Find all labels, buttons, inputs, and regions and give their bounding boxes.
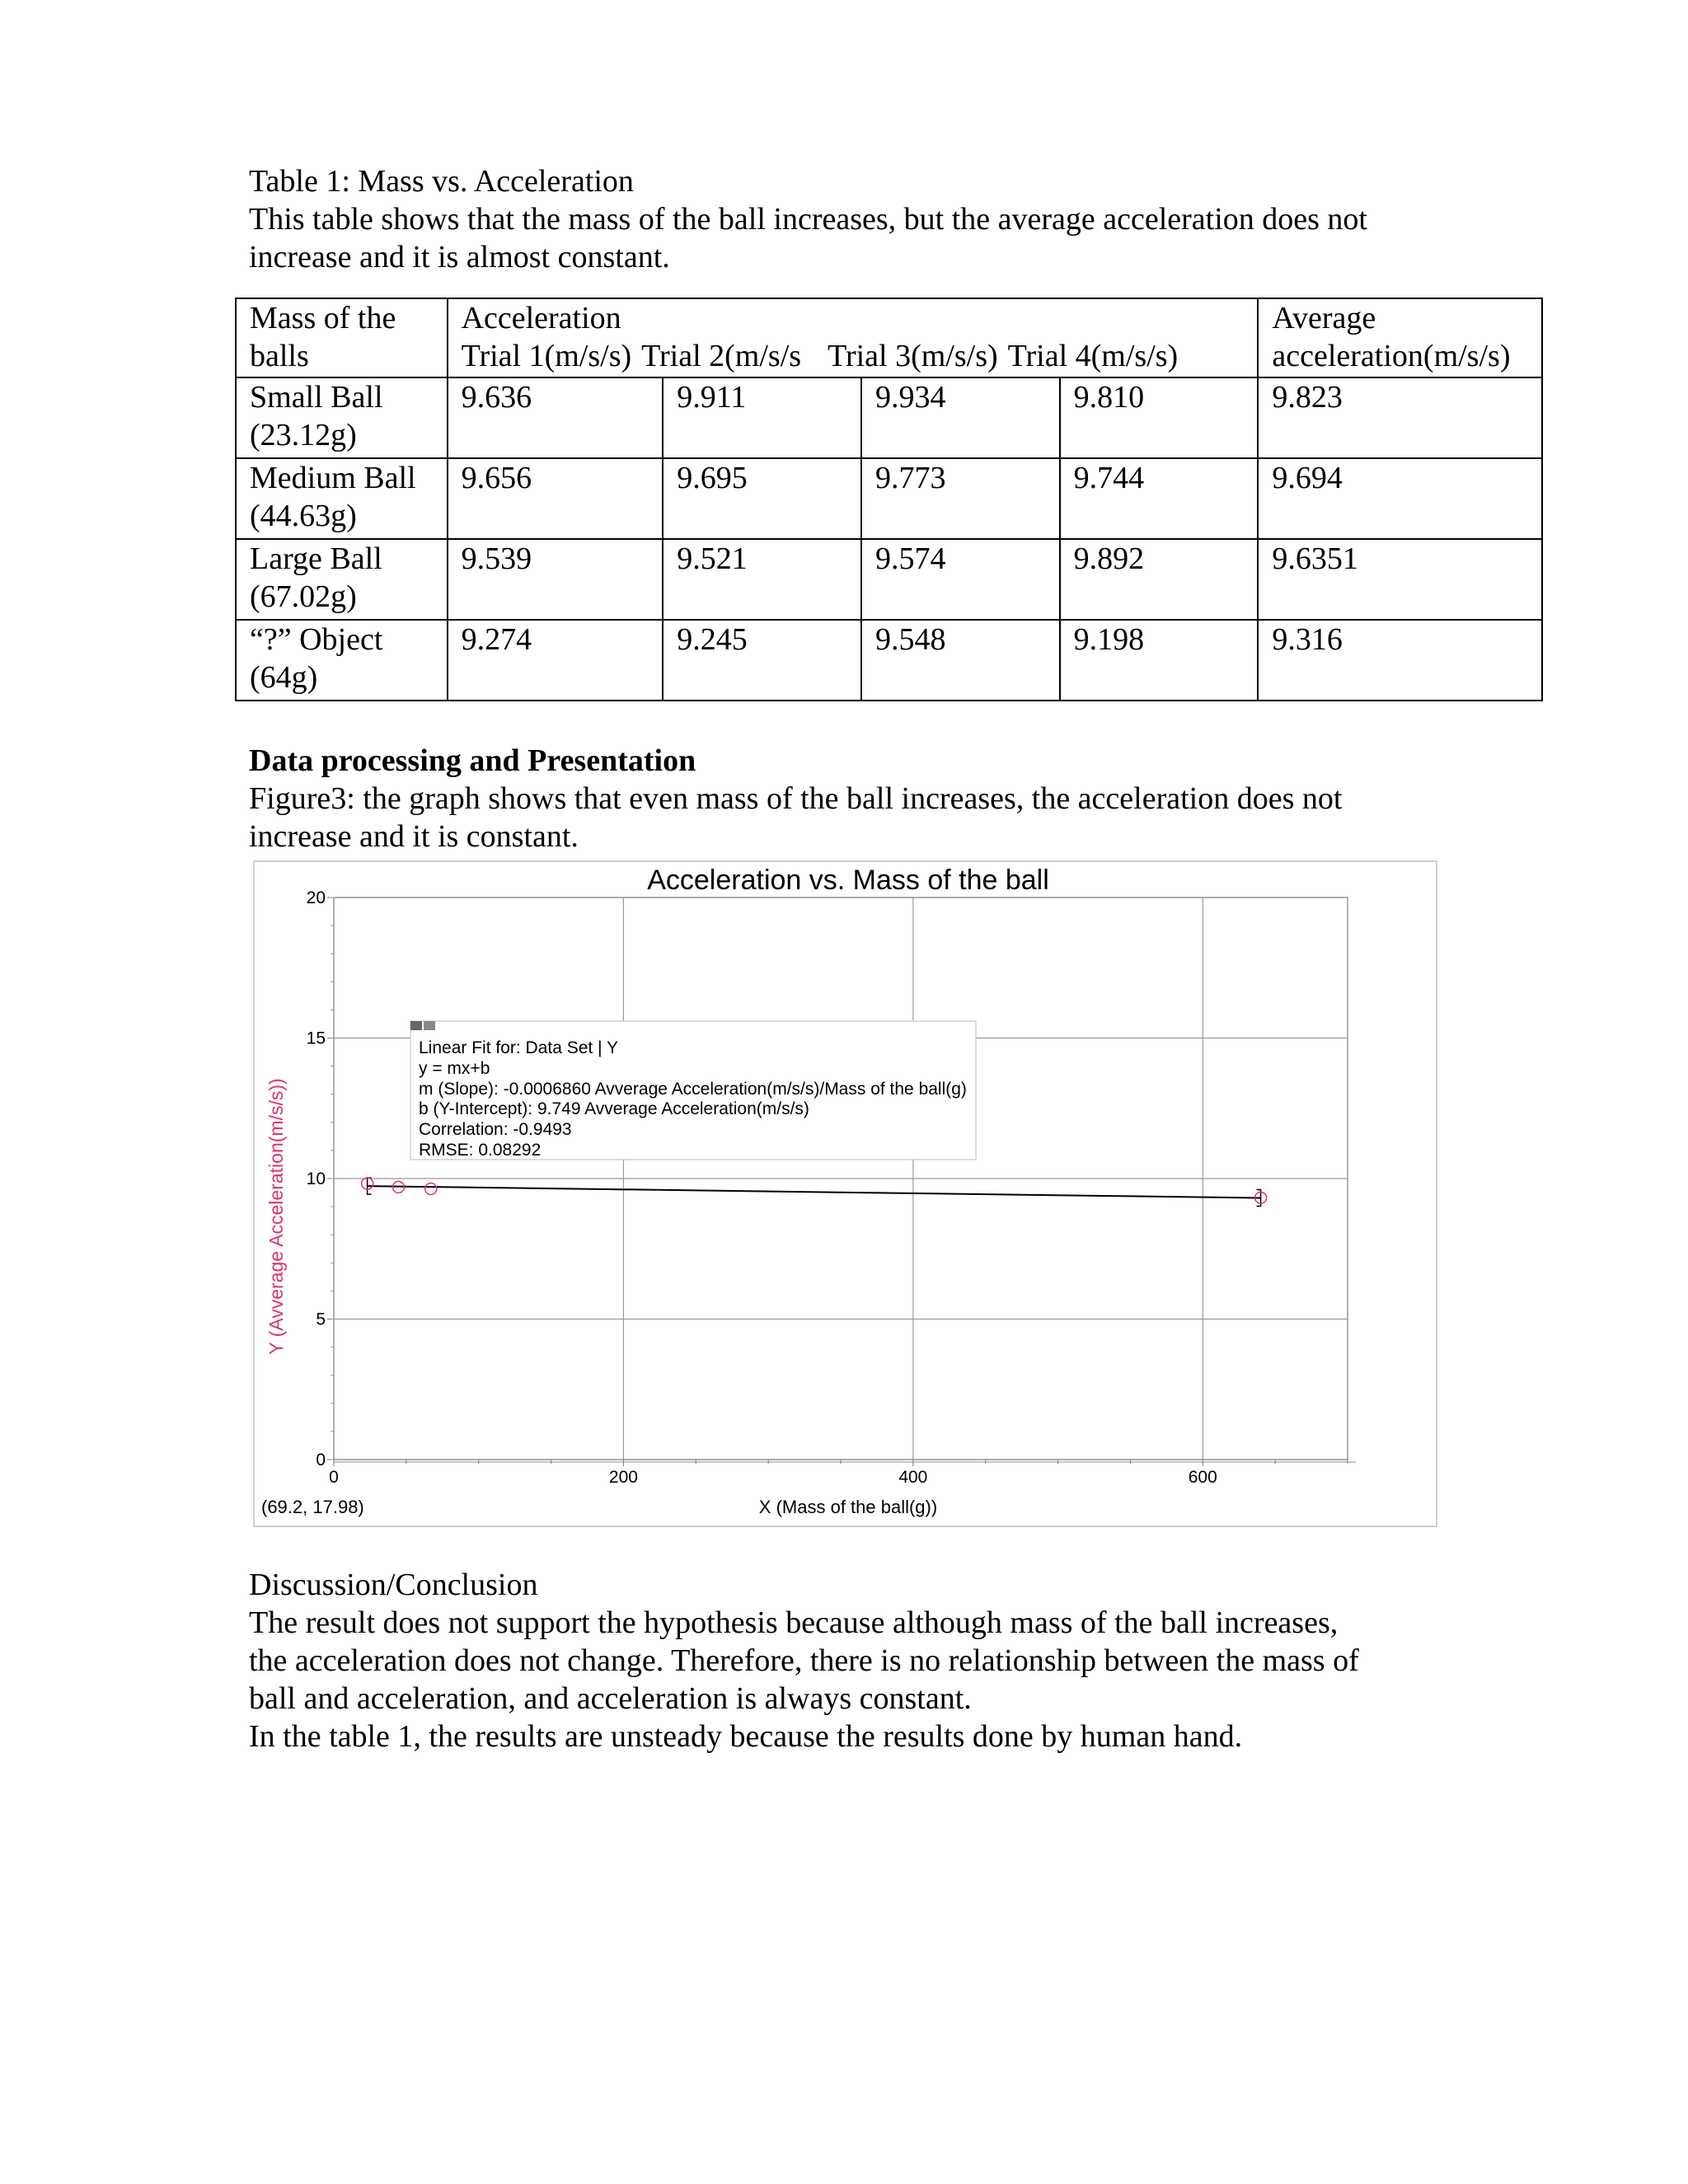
data-points [362,1178,1267,1203]
fit-box-line-3: m (Slope): -0.0006860 Avverage Acceleration(m/s/s)/Mass of the ball(g) [419,1080,967,1099]
figure-caption-line-1: Figure3: the graph shows that even mass of the ball increases, the acceleration does not [249,781,1343,816]
header-trial-4: Trial 4(m/s/s) [1007,339,1179,373]
y-tick-label: 5 [316,1310,326,1329]
row-trial-4: 9.744 [1060,458,1259,539]
row-average: 9.6351 [1258,539,1542,620]
y-tick-label: 20 [306,888,326,907]
y-tick-label: 15 [306,1029,326,1048]
row-trial-3: 9.574 [861,539,1060,620]
row-trial-3: 9.773 [861,458,1060,539]
row-trial-3: 9.548 [861,620,1060,701]
row-average: 9.694 [1258,458,1542,539]
conclusion-line-4: In the table 1, the results are unsteady because the results done by human hand. [249,1719,1243,1754]
conclusion-line-2: the acceleration does not change. Therefore, there is no relationship between the mass of [249,1643,1359,1678]
row-name: “?” Object (64g) [236,620,448,701]
fit-box-close-icon[interactable] [410,1021,422,1030]
table-row [236,539,1542,620]
row-trial-4: 9.810 [1060,377,1259,458]
mass-acceleration-table [235,298,1543,701]
row-name: Large Ball (67.02g) [236,539,448,620]
row-trial-4: 9.892 [1060,539,1259,620]
acceleration-chart [253,860,1437,1527]
row-trial-1: 9.636 [448,377,663,458]
conclusion-line-1: The result does not support the hypothesis because although mass of the ball increases, [249,1605,1339,1640]
data-point [425,1183,437,1194]
table-intro [249,162,1535,276]
fit-box-line-6: RMSE: 0.08292 [419,1141,542,1160]
row-name: Medium Ball (44.63g) [236,458,448,539]
linear-fit [368,1178,1261,1206]
y-tick-label: 10 [306,1169,326,1188]
header-average: Average acceleration(m/s/s) [1258,298,1542,377]
row-trial-4: 9.198 [1060,620,1259,701]
row-trial-2: 9.695 [663,458,861,539]
x-tick-label: 600 [1188,1468,1217,1487]
y-axis-label: Y (Avverage Acceleration(m/s/s)) [265,1078,287,1355]
table-row [236,620,1542,701]
data-processing-section [249,742,1535,855]
table-header-row [236,298,1542,377]
fit-box-minimize-icon[interactable] [424,1021,435,1030]
table-row [236,458,1542,539]
fit-line [368,1186,1261,1197]
conclusion-section [249,1566,1535,1755]
row-trial-3: 9.934 [861,377,1060,458]
fit-box-line-4: b (Y-Intercept): 9.749 Avverage Acceleration(m/s/s) [419,1099,809,1118]
fit-box-line-5: Correlation: -0.9493 [419,1120,572,1139]
table-description-line-1: This table shows that the mass of the ball increases, but the average acceleration does not [249,202,1367,237]
row-average: 9.823 [1258,377,1542,458]
header-trial-1: Trial 1(m/s/s) [461,339,632,373]
header-acceleration-label: Acceleration [461,301,621,335]
conclusion-heading: Discussion/Conclusion [249,1568,538,1602]
chart-grid [334,898,1348,1460]
x-axis-label: X (Mass of the ball(g)) [758,1497,938,1517]
table-row [236,377,1542,458]
fit-box-line-2: y = mx+b [419,1059,490,1078]
cursor-readout: (69.2, 17.98) [261,1497,364,1517]
header-mass: Mass of the balls [236,298,448,377]
figure-caption-line-2: increase and it is constant. [249,819,579,854]
section-heading: Data processing and Presentation [249,743,696,778]
fit-box-line-1: Linear Fit for: Data Set | Y [419,1038,619,1057]
table-title: Table 1: Mass vs. Acceleration [249,164,634,199]
row-trial-2: 9.911 [663,377,861,458]
chart-title: Acceleration vs. Mass of the ball [647,865,1049,896]
row-trial-1: 9.539 [448,539,663,620]
row-trial-2: 9.245 [663,620,861,701]
row-name: Small Ball (23.12g) [236,377,448,458]
x-tick-label: 400 [898,1468,928,1487]
conclusion-line-3: ball and acceleration, and acceleration is always constant. [249,1681,972,1716]
y-tick-label: 0 [316,1451,326,1469]
x-tick-label: 0 [329,1468,339,1487]
fit-info-box[interactable] [410,1021,976,1160]
x-tick-label: 200 [608,1468,638,1487]
row-trial-1: 9.656 [448,458,663,539]
row-average: 9.316 [1258,620,1542,701]
row-trial-1: 9.274 [448,620,663,701]
header-trial-3: Trial 3(m/s/s) [828,339,998,373]
header-acceleration [448,298,1259,377]
table-description-line-2: increase and it is almost constant. [249,240,670,274]
chart-canvas [255,862,1436,1526]
header-trial-2: Trial 2(m/s/s [641,339,802,373]
row-trial-2: 9.521 [663,539,861,620]
